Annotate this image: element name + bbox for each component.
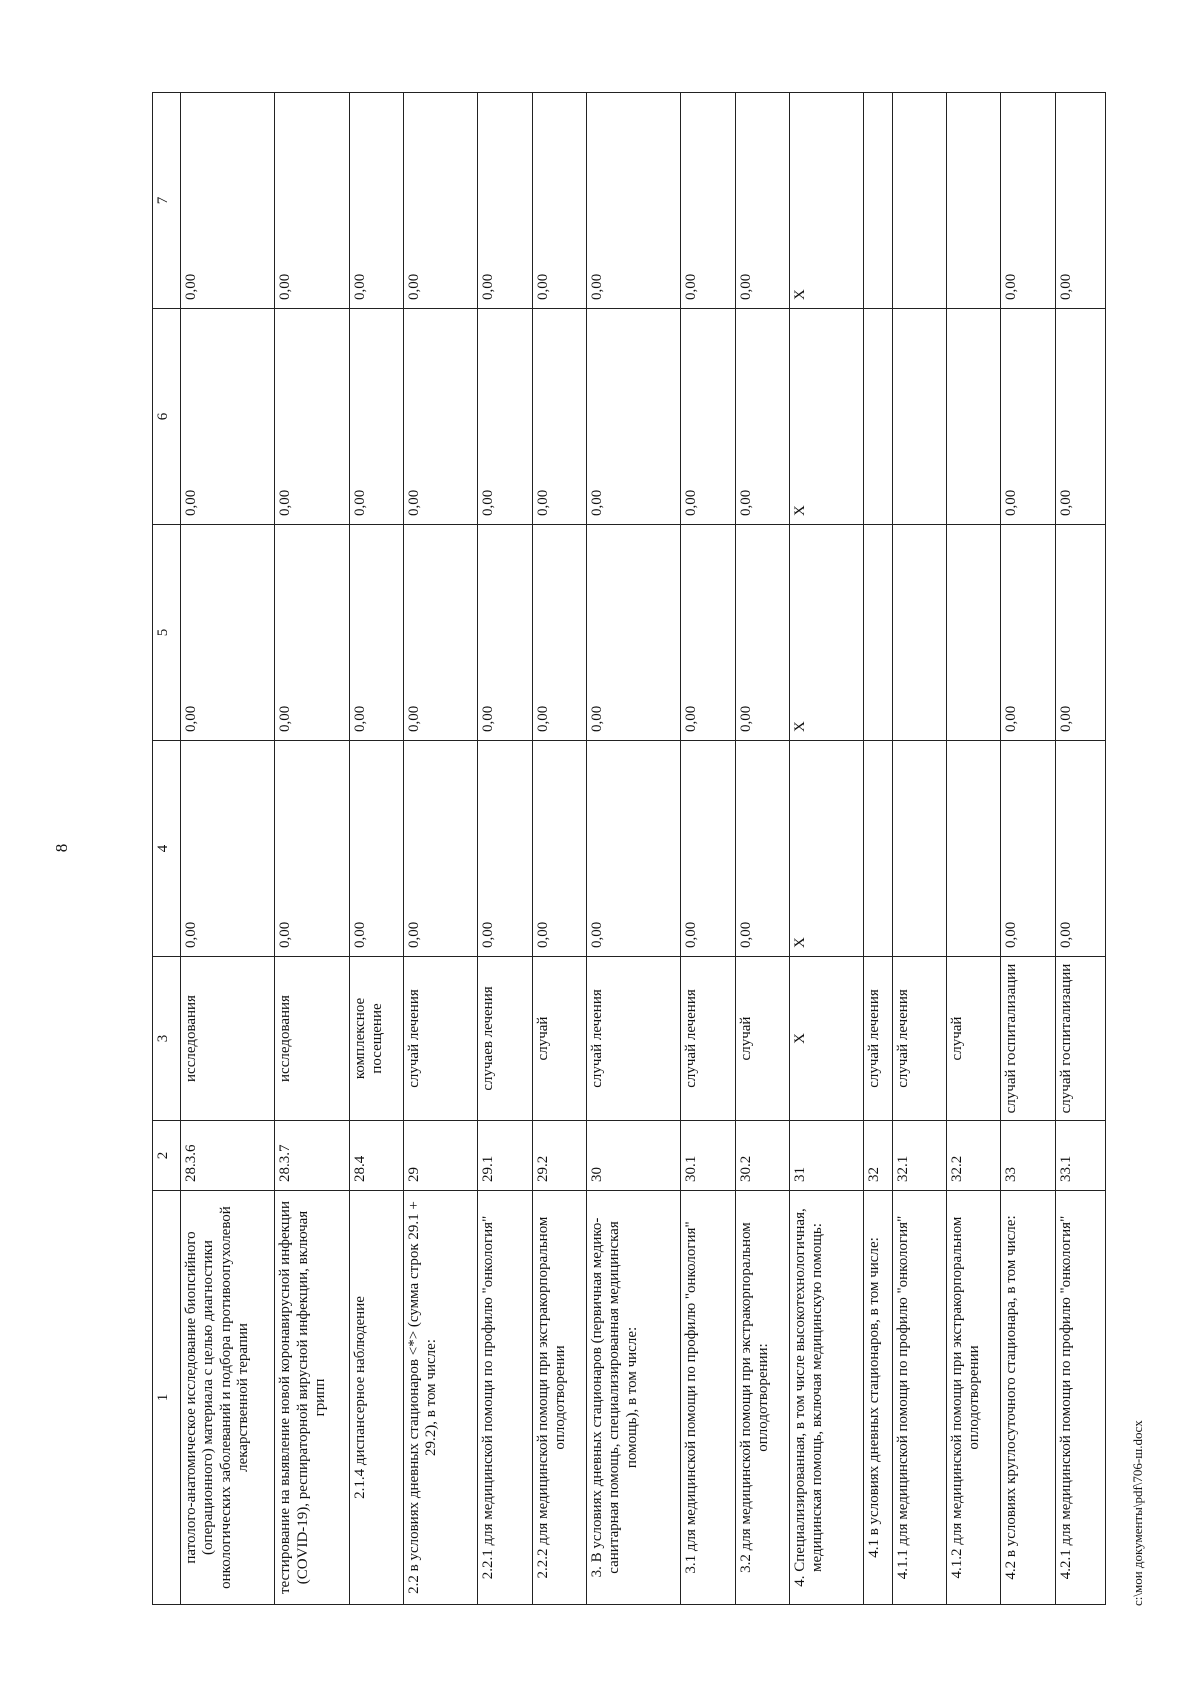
unit-cell: случай госпитализации	[1055, 957, 1105, 1121]
value-cell-col5: 0,00	[181, 525, 275, 741]
header-cell: 6	[153, 309, 181, 525]
row-code-cell: 28.4	[349, 1121, 403, 1191]
value-cell-col6	[946, 309, 1000, 525]
value-cell-col5: 0,00	[587, 525, 681, 741]
header-cell: 5	[153, 525, 181, 741]
value-cell-col6: 0,00	[735, 309, 789, 525]
value-cell-col7: 0,00	[587, 93, 681, 309]
table-header-row	[153, 93, 181, 1605]
unit-cell: случай лечения	[864, 957, 892, 1121]
value-cell-col6	[892, 309, 946, 525]
value-cell-col7: 0,00	[275, 93, 349, 309]
value-cell-col5	[892, 525, 946, 741]
unit-cell: случай лечения	[892, 957, 946, 1121]
header-cell: 4	[153, 741, 181, 957]
value-cell-col6: 0,00	[478, 309, 532, 525]
value-cell-col7: 0,00	[1001, 93, 1055, 309]
table-row	[478, 93, 532, 1605]
row-code-cell: 28.3.7	[275, 1121, 349, 1191]
value-cell-col7: 0,00	[181, 93, 275, 309]
value-cell-col4: 0,00	[735, 741, 789, 957]
row-code-cell: 32	[864, 1121, 892, 1191]
row-code-cell: 33	[1001, 1121, 1055, 1191]
value-cell-col4: 0,00	[681, 741, 735, 957]
row-name-cell: 4.1 в условиях дневных стационаров, в том числе:	[864, 1191, 892, 1605]
table-row	[946, 93, 1000, 1605]
value-cell-col5: 0,00	[275, 525, 349, 741]
value-cell-col6: 0,00	[404, 309, 478, 525]
unit-cell: исследования	[181, 957, 275, 1121]
row-code-cell: 33.1	[1055, 1121, 1105, 1191]
table-row	[864, 93, 892, 1605]
value-cell-col6: 0,00	[532, 309, 586, 525]
value-cell-col5: 0,00	[349, 525, 403, 741]
row-code-cell: 30.1	[681, 1121, 735, 1191]
value-cell-col4: 0,00	[181, 741, 275, 957]
row-name-cell: 2.2.2 для медицинской помощи при экстракорпоральном оплодотворении	[532, 1191, 586, 1605]
value-cell-col6: 0,00	[1055, 309, 1105, 525]
value-cell-col6	[864, 309, 892, 525]
value-cell-col5	[946, 525, 1000, 741]
row-name-cell: 2.2 в условиях дневных стационаров <*> (сумма строк 29.1 + 29.2), в том числе:	[404, 1191, 478, 1605]
value-cell-col7: 0,00	[532, 93, 586, 309]
value-cell-col7: Х	[790, 93, 864, 309]
value-cell-col7: 0,00	[478, 93, 532, 309]
value-cell-col6: 0,00	[349, 309, 403, 525]
unit-cell: случай	[946, 957, 1000, 1121]
header-cell: 2	[153, 1121, 181, 1191]
row-code-cell: 31	[790, 1121, 864, 1191]
value-cell-col7: 0,00	[1055, 93, 1105, 309]
header-cell: 7	[153, 93, 181, 309]
table-row	[404, 93, 478, 1605]
row-code-cell: 29.2	[532, 1121, 586, 1191]
table-row	[892, 93, 946, 1605]
unit-cell: случаев лечения	[478, 957, 532, 1121]
unit-cell: комплексное посещение	[349, 957, 403, 1121]
unit-cell: исследования	[275, 957, 349, 1121]
unit-cell: случай	[532, 957, 586, 1121]
table-row	[735, 93, 789, 1605]
page-number: 8	[52, 843, 71, 853]
row-code-cell: 29	[404, 1121, 478, 1191]
unit-cell: случай лечения	[587, 957, 681, 1121]
value-cell-col7	[946, 93, 1000, 309]
row-name-cell: 4.2.1 для медицинской помощи по профилю "онкология"	[1055, 1191, 1105, 1605]
row-name-cell: патолого-анатомическое исследование биопсийного (операционного) материала с целью диагностики онкологических заболеваний и подбора противоопухолевой лекарственной терапии	[181, 1191, 275, 1605]
row-name-cell: 4.2 в условиях круглосуточного стационара, в том числе:	[1001, 1191, 1055, 1605]
table-row	[790, 93, 864, 1605]
value-cell-col6: 0,00	[587, 309, 681, 525]
table-row	[1001, 93, 1055, 1605]
value-cell-col5: Х	[790, 525, 864, 741]
footer-file-path: c:\мои документы\pdf\706-ш.docx	[1130, 1420, 1145, 1606]
value-cell-col4: 0,00	[1001, 741, 1055, 957]
row-code-cell: 28.3.6	[181, 1121, 275, 1191]
header-cell: 1	[153, 1191, 181, 1605]
unit-cell: случай	[735, 957, 789, 1121]
header-cell: 3	[153, 957, 181, 1121]
value-cell-col4: Х	[790, 741, 864, 957]
value-cell-col7	[864, 93, 892, 309]
value-cell-col6: 0,00	[275, 309, 349, 525]
data-table-container	[152, 93, 1106, 1605]
value-cell-col4: 0,00	[1055, 741, 1105, 957]
value-cell-col4	[946, 741, 1000, 957]
row-name-cell: 2.2.1 для медицинской помощи по профилю "онкология"	[478, 1191, 532, 1605]
unit-cell: случай лечения	[404, 957, 478, 1121]
value-cell-col5: 0,00	[681, 525, 735, 741]
value-cell-col6: 0,00	[681, 309, 735, 525]
table-row	[681, 93, 735, 1605]
value-cell-col4: 0,00	[587, 741, 681, 957]
row-name-cell: 3. В условиях дневных стационаров (первичная медико-санитарная помощь, специализированная медицинская помощь), в том числе:	[587, 1191, 681, 1605]
row-code-cell: 30.2	[735, 1121, 789, 1191]
value-cell-col5: 0,00	[478, 525, 532, 741]
row-name-cell: тестирование на выявление новой коронавирусной инфекции (COVID-19), респираторной вирусной инфекции, включая грипп	[275, 1191, 349, 1605]
value-cell-col7: 0,00	[349, 93, 403, 309]
row-name-cell: 4. Специализированная, в том числе высокотехнологичная, медицинская помощь, включая медицинскую помощь:	[790, 1191, 864, 1605]
value-cell-col5	[864, 525, 892, 741]
value-cell-col4: 0,00	[349, 741, 403, 957]
table-row	[1055, 93, 1105, 1605]
row-name-cell: 4.1.2 для медицинской помощи при экстракорпоральном оплодотворении	[946, 1191, 1000, 1605]
value-cell-col5: 0,00	[1055, 525, 1105, 741]
value-cell-col7	[892, 93, 946, 309]
value-cell-col4	[892, 741, 946, 957]
table-row	[532, 93, 586, 1605]
row-code-cell: 30	[587, 1121, 681, 1191]
value-cell-col7: 0,00	[735, 93, 789, 309]
table-row	[275, 93, 349, 1605]
table-row	[181, 93, 275, 1605]
data-table	[152, 92, 1106, 1605]
value-cell-col5: 0,00	[532, 525, 586, 741]
table-row	[349, 93, 403, 1605]
row-code-cell: 32.2	[946, 1121, 1000, 1191]
unit-cell: Х	[790, 957, 864, 1121]
value-cell-col5: 0,00	[1001, 525, 1055, 741]
value-cell-col4: 0,00	[532, 741, 586, 957]
row-name-cell: 3.2 для медицинской помощи при экстракорпоральном оплодотворении:	[735, 1191, 789, 1605]
row-code-cell: 32.1	[892, 1121, 946, 1191]
row-name-cell: 2.1.4 диспансерное наблюдение	[349, 1191, 403, 1605]
value-cell-col6: 0,00	[1001, 309, 1055, 525]
value-cell-col4: 0,00	[275, 741, 349, 957]
row-name-cell: 3.1 для медицинской помощи по профилю "онкология"	[681, 1191, 735, 1605]
unit-cell: случай лечения	[681, 957, 735, 1121]
unit-cell: случай госпитализации	[1001, 957, 1055, 1121]
value-cell-col7: 0,00	[681, 93, 735, 309]
value-cell-col6: 0,00	[181, 309, 275, 525]
value-cell-col4: 0,00	[478, 741, 532, 957]
value-cell-col6: Х	[790, 309, 864, 525]
table-row	[587, 93, 681, 1605]
row-name-cell: 4.1.1 для медицинской помощи по профилю "онкология"	[892, 1191, 946, 1605]
value-cell-col5: 0,00	[735, 525, 789, 741]
value-cell-col4: 0,00	[404, 741, 478, 957]
row-code-cell: 29.1	[478, 1121, 532, 1191]
value-cell-col4	[864, 741, 892, 957]
value-cell-col7: 0,00	[404, 93, 478, 309]
value-cell-col5: 0,00	[404, 525, 478, 741]
